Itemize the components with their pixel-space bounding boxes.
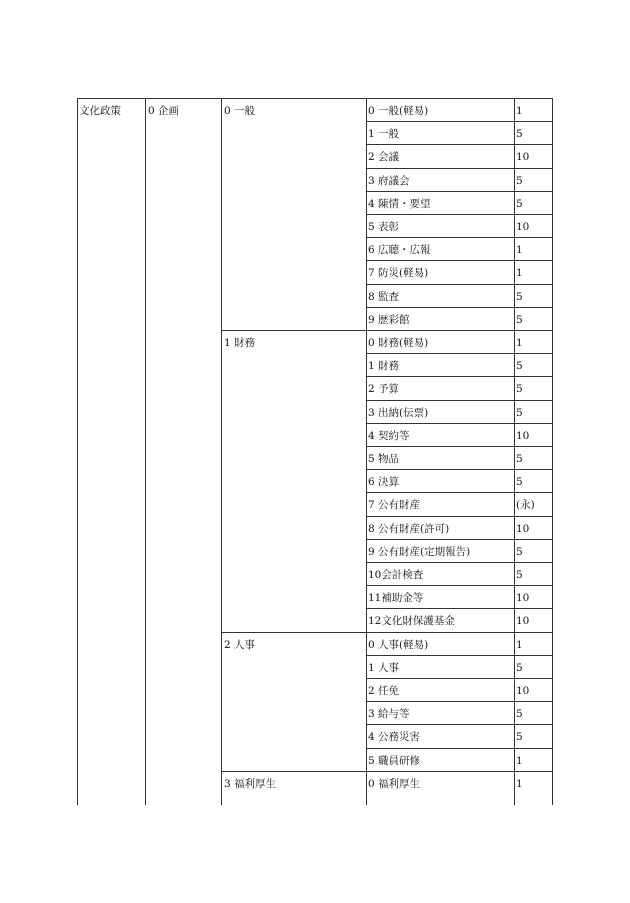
item-cell: 11補助金等 xyxy=(368,592,424,605)
group-divider xyxy=(221,330,552,331)
retention-cell: 10 xyxy=(516,522,530,535)
item-cell: 5 表彰 xyxy=(368,221,400,233)
retention-cell: 1 xyxy=(516,244,523,257)
row-divider xyxy=(366,724,552,725)
row-divider xyxy=(366,562,552,563)
row-divider xyxy=(366,400,552,401)
item-cell: 3 府議会 xyxy=(368,174,410,187)
item-cell: 4 陳情・要望 xyxy=(368,197,431,210)
retention-cell: (永) xyxy=(516,499,535,512)
item-cell: 8 監査 xyxy=(368,290,400,303)
group-divider xyxy=(221,771,552,772)
retention-cell: 5 xyxy=(516,290,523,303)
row-divider xyxy=(366,748,552,749)
row-divider xyxy=(366,214,552,215)
item-cell: 2 会議 xyxy=(368,151,400,164)
row-divider xyxy=(366,423,552,424)
item-cell: 7 公有財産 xyxy=(368,499,421,512)
retention-cell: 5 xyxy=(516,383,523,396)
item-cell: 1 財務 xyxy=(368,360,400,373)
column-line-1 xyxy=(145,98,146,805)
category-cell: 1 財務 xyxy=(224,337,256,349)
section-cell: 0 企画 xyxy=(148,105,180,117)
column-line-5 xyxy=(552,98,553,805)
item-cell: 0 財務(軽易) xyxy=(368,337,429,349)
row-divider xyxy=(366,191,552,192)
row-divider xyxy=(366,284,552,285)
retention-cell: 10 xyxy=(516,592,530,605)
item-cell: 3 出納(伝票) xyxy=(368,406,429,419)
retention-cell: 5 xyxy=(516,197,523,210)
retention-cell: 1 xyxy=(516,777,523,790)
row-divider xyxy=(366,353,552,354)
table-top-border xyxy=(77,98,552,99)
row-divider xyxy=(366,678,552,679)
retention-cell: 5 xyxy=(516,545,523,558)
item-cell: 5 職員研修 xyxy=(368,754,421,767)
item-cell: 0 一般(軽易) xyxy=(368,105,429,117)
retention-cell: 5 xyxy=(516,708,523,721)
column-line-3 xyxy=(366,98,367,805)
category-cell: 0 一般 xyxy=(224,105,256,117)
retention-cell: 10 xyxy=(516,429,530,442)
retention-cell: 5 xyxy=(516,453,523,465)
retention-cell: 1 xyxy=(516,105,523,117)
item-cell: 7 防災(軽易) xyxy=(368,267,429,280)
item-cell: 6 決算 xyxy=(368,476,400,489)
retention-cell: 1 xyxy=(516,638,523,651)
item-cell: 10会計検査 xyxy=(368,569,424,581)
category-cell: 3 福利厚生 xyxy=(224,777,277,790)
retention-cell: 1 xyxy=(516,267,523,280)
row-divider xyxy=(366,376,552,377)
retention-cell: 5 xyxy=(516,569,523,581)
item-cell: 9 歴彩館 xyxy=(368,313,410,326)
retention-cell: 5 xyxy=(516,360,523,373)
item-cell: 3 給与等 xyxy=(368,708,410,721)
item-cell: 0 人事(軽易) xyxy=(368,638,429,651)
row-divider xyxy=(366,446,552,447)
item-cell: 2 任免 xyxy=(368,685,400,697)
item-cell: 5 物品 xyxy=(368,453,400,465)
item-cell: 6 広聴・広報 xyxy=(368,244,431,257)
retention-cell: 5 xyxy=(516,128,523,141)
row-divider xyxy=(366,701,552,702)
row-divider xyxy=(366,168,552,169)
retention-schedule-table xyxy=(77,98,552,805)
item-cell: 0 福利厚生 xyxy=(368,777,421,790)
row-divider xyxy=(366,516,552,517)
row-divider xyxy=(366,539,552,540)
row-divider xyxy=(366,469,552,470)
row-divider xyxy=(366,492,552,493)
item-cell: 9 公有財産(定期報告) xyxy=(368,545,471,558)
retention-cell: 10 xyxy=(516,221,530,233)
retention-cell: 1 xyxy=(516,754,523,767)
retention-cell: 5 xyxy=(516,313,523,326)
retention-cell: 5 xyxy=(516,731,523,744)
row-divider xyxy=(366,307,552,308)
row-divider xyxy=(366,608,552,609)
item-cell: 1 一般 xyxy=(368,128,400,141)
item-cell: 1 人事 xyxy=(368,661,400,674)
row-divider xyxy=(366,144,552,145)
row-divider xyxy=(366,237,552,238)
column-line-0 xyxy=(77,98,78,805)
item-cell: 8 公有財産(許可) xyxy=(368,522,450,535)
retention-cell: 5 xyxy=(516,406,523,419)
column-line-4 xyxy=(514,98,515,805)
column-line-2 xyxy=(221,98,222,805)
retention-cell: 5 xyxy=(516,661,523,674)
division-cell: 文化政策 xyxy=(79,105,121,117)
item-cell: 2 予算 xyxy=(368,383,400,396)
item-cell: 4 公務災害 xyxy=(368,731,421,744)
row-divider xyxy=(366,260,552,261)
category-cell: 2 人事 xyxy=(224,638,256,651)
retention-cell: 5 xyxy=(516,476,523,489)
group-divider xyxy=(221,632,552,633)
retention-cell: 10 xyxy=(516,151,530,164)
row-divider xyxy=(366,655,552,656)
retention-cell: 10 xyxy=(516,615,530,628)
retention-cell: 10 xyxy=(516,685,530,697)
row-divider xyxy=(366,585,552,586)
retention-cell: 1 xyxy=(516,337,523,349)
item-cell: 4 契約等 xyxy=(368,429,410,442)
row-divider xyxy=(366,121,552,122)
retention-cell: 5 xyxy=(516,174,523,187)
item-cell: 12文化財保護基金 xyxy=(368,615,455,628)
